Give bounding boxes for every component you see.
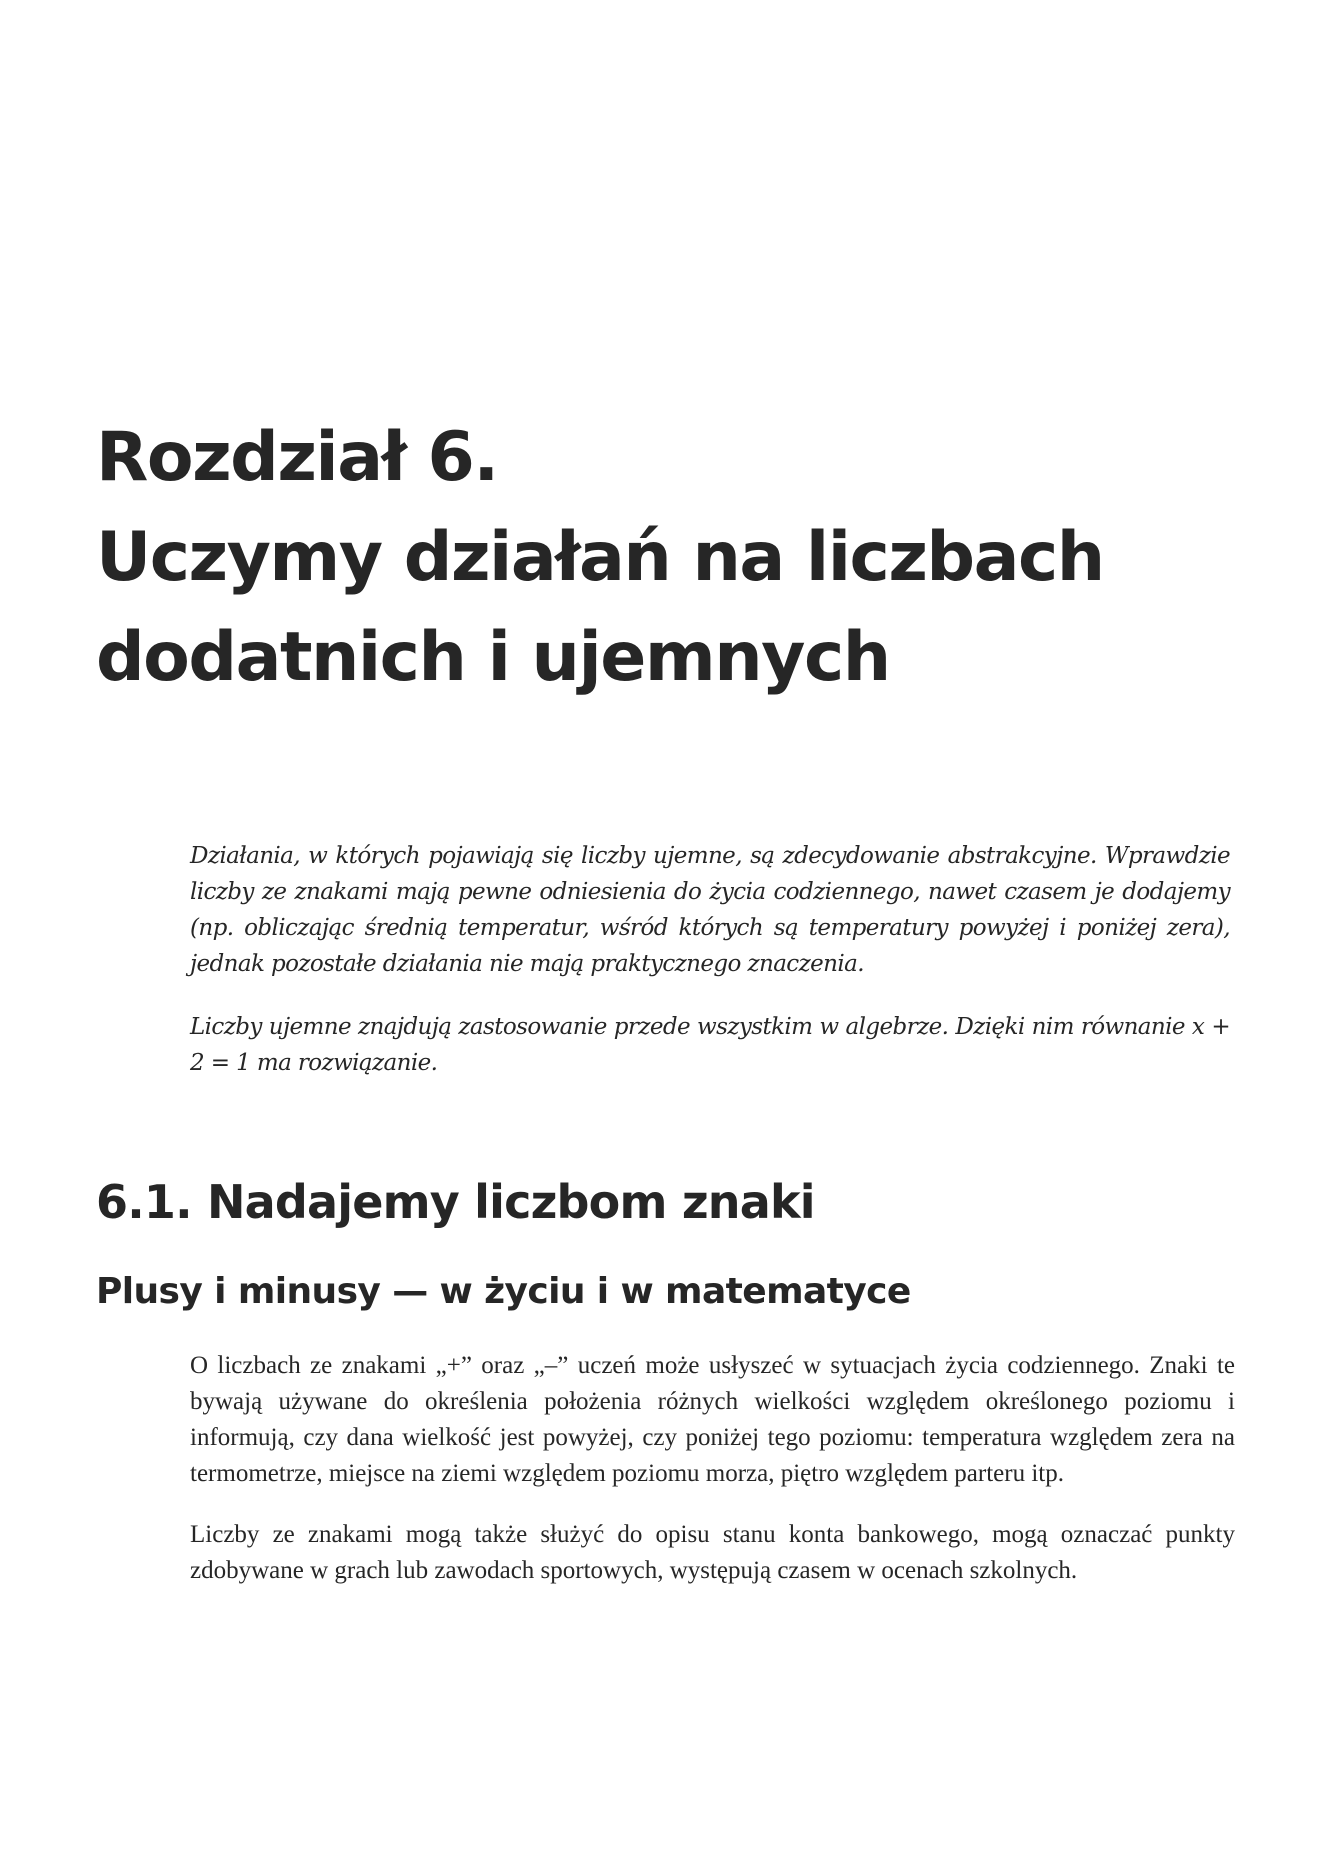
intro-paragraph-2: Liczby ujemne znajdują zastosowanie przede wszystkim w algebrze. Dzięki nim równanie x + 2 = 1 ma rozwiązanie. [190,1014,1230,1076]
intro-paragraph-1: Działania, w których pojawiają się liczby ujemne, są zdecydowanie abstrakcyjne. Wprawdzie liczby ze znakami mają pewne odniesienia do życia codziennego, nawet czasem je dodajemy (np. obliczając średnią temperatur, wśród których są temperatury powyżej i poniżej zera), jednak pozostałe działania nie mają praktycznego znaczenia. [190,843,1230,977]
chapter-intro [190,838,1230,1108]
chapter-title [96,408,1246,708]
chapter-title-line-3: dodatnich i ujemnych [96,618,890,697]
body-paragraph-1: O liczbach ze znakami „+” oraz „–” uczeń może usłyszeć w sytuacjach życia codziennego. Znaki te bywają używane do określenia położenia różnych wielkości względem określonego poziomu i informują, czy dana wielkość jest powyżej, czy poniżej tego poziomu: temperatura względem zera na termometrze, miejsce na ziemi względem poziomu morza, piętro względem parteru itp. [190,1352,1235,1487]
chapter-title-line-1: Rozdział 6. [96,418,498,497]
body-paragraph-2: Liczby ze znakami mogą także służyć do opisu stanu konta bankowego, mogą oznaczać punkty zdobywane w grach lub zawodach sportowych, występują czasem w ocenach szkolnych. [190,1521,1235,1584]
body-text [190,1348,1235,1614]
chapter-title-line-2: Uczymy działań na liczbach [96,518,1104,597]
subsection-title: Plusy i minusy — w życiu i w matematyce [96,1271,911,1312]
section-title: 6.1. Nadajemy liczbom znaki [96,1175,815,1229]
